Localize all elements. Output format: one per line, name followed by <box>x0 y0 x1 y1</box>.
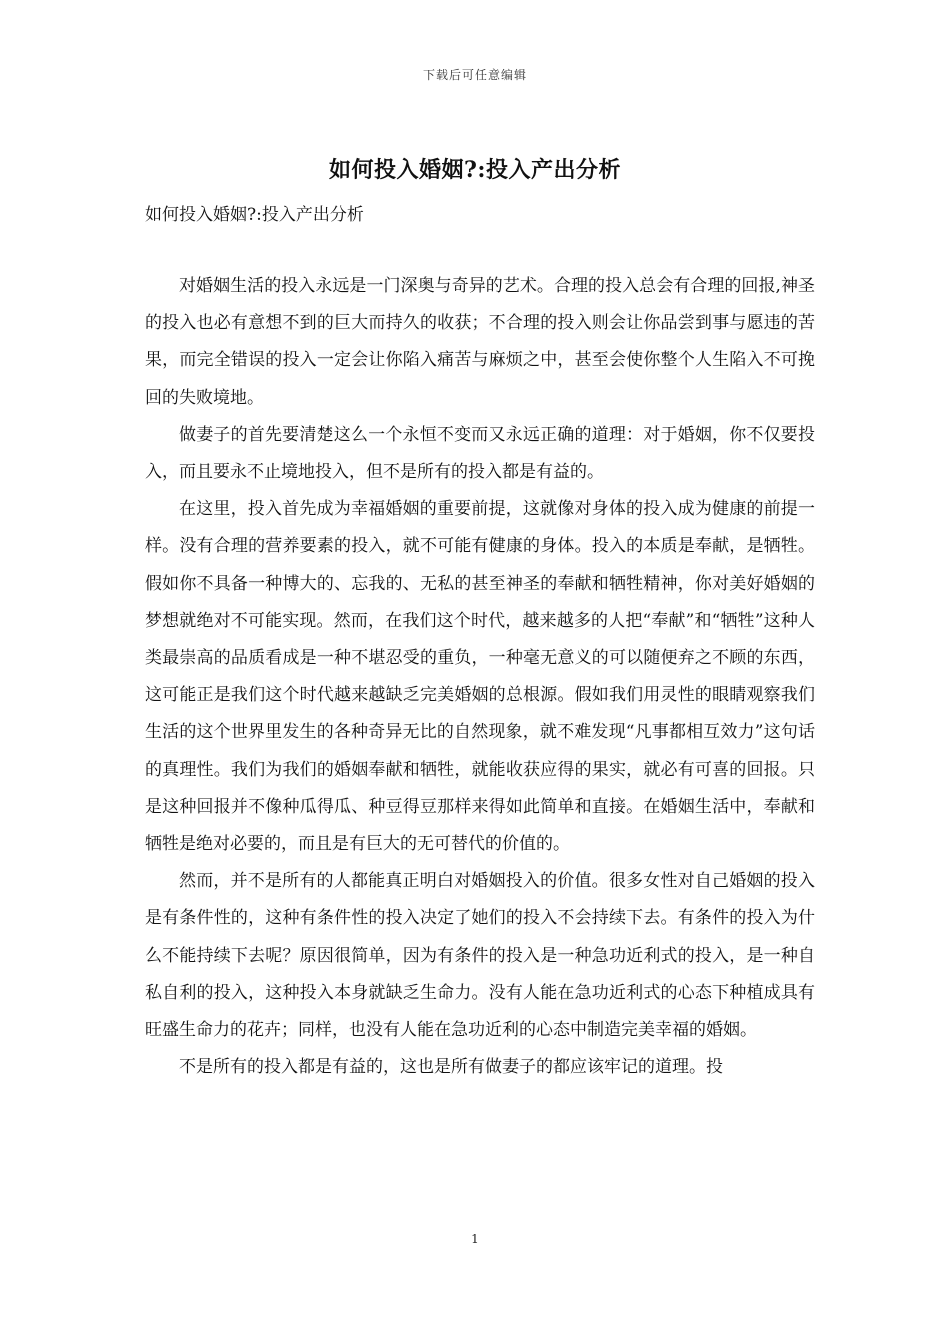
page-number: 1 <box>471 1232 479 1246</box>
document-title: 如何投入婚姻?:投入产出分析 <box>328 157 621 183</box>
body-paragraph: 做妻子的首先要清楚这么一个永恒不变而又永远正确的道理：对于婚姻，你不仅要投入，而且要永不止境地投入，但不是所有的投入都是有益的。 <box>145 424 815 483</box>
page-header-note: 下载后可任意编辑 <box>422 68 527 82</box>
body-paragraph: 然而，并不是所有的人都能真正明白对婚姻投入的价值。很多女性对自己婚姻的投入是有条件性的，这种有条件性的投入决定了她们的投入不会持续下去。有条件的投入为什么不能持续下去呢？原因很简单，因为有条件的投入是一种急功近利式的投入，是一种自私自利的投入，这种投入本身就缺乏生命力。没有人能在急功近利式的心态下种植成具有旺盛生命力的花卉；同样，也没有人能在急功近利的心态中制造完美幸福的婚姻。 <box>145 871 815 1041</box>
body-paragraph: 对婚姻生活的投入永远是一门深奥与奇异的艺术。合理的投入总会有合理的回报,神圣的投入也必有意想不到的巨大而持久的收获；不合理的投入则会让你品尝到事与愿违的苦果，而完全错误的投入一定会让你陷入痛苦与麻烦之中，甚至会使你整个人生陷入不可挽回的失败境地。 <box>145 276 815 408</box>
document-subtitle: 如何投入婚姻?:投入产出分析 <box>145 205 364 225</box>
body-paragraph: 不是所有的投入都是有益的，这也是所有做妻子的都应该牢记的道理。投 <box>179 1057 723 1078</box>
body-paragraph: 在这里，投入首先成为幸福婚姻的重要前提，这就像对身体的投入成为健康的前提一样。没有合理的营养要素的投入，就不可能有健康的身体。投入的本质是奉献，是牺牲。假如你不具备一种博大的、忘我的、无私的甚至神圣的奉献和牺牲精神，你对美好婚姻的梦想就绝对不可能实现。然而，在我们这个时代，越来越多的人把“奉献”和“牺牲”这种人类最崇高的品质看成是一种不堪忍受的重负，一种毫无意义的可以随便弃之不顾的东西，这可能正是我们这个时代越来越缺乏完美婚姻的总根源。假如我们用灵性的眼睛观察我们生活的这个世界里发生的各种奇异无比的自然现象，就不难发现“凡事都相互效力”这句话的真理性。我们为我们的婚姻奉献和牺牲，就能收获应得的果实，就必有可喜的回报。只是这种回报并不像种瓜得瓜、种豆得豆那样来得如此简单和直接。在婚姻生活中，奉献和牺牲是绝对必要的，而且是有巨大的无可替代的价值的。 <box>145 499 815 855</box>
document-body <box>145 268 815 1086</box>
